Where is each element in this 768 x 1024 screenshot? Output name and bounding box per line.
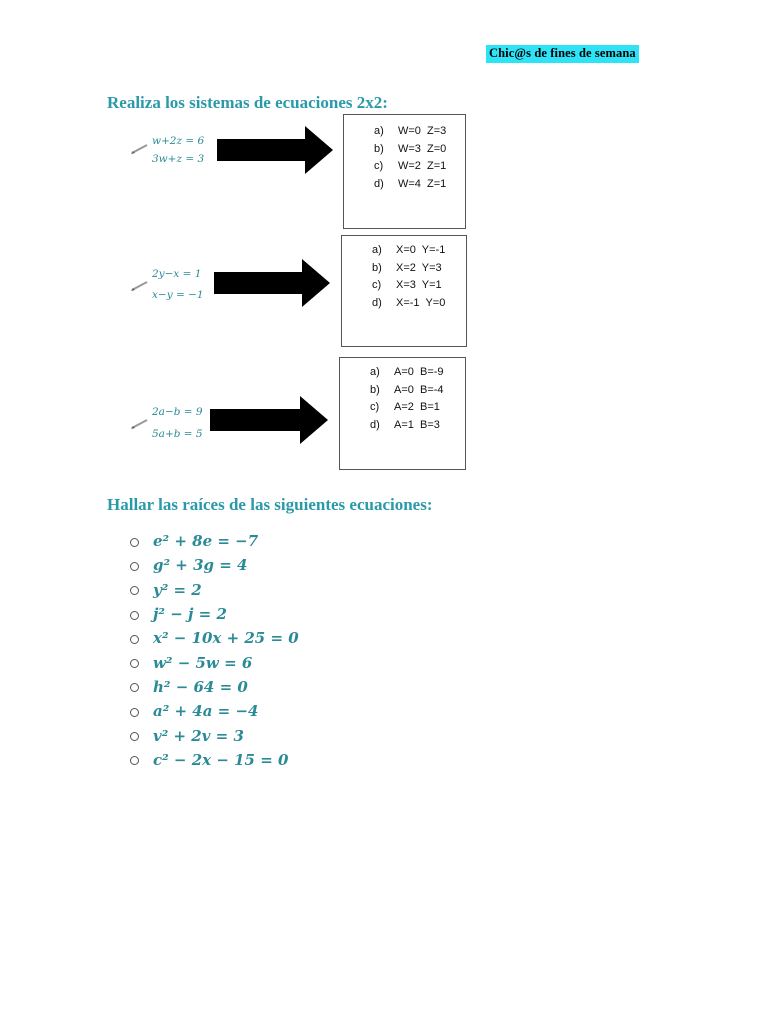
answer-option: c) W=2 Z=1 <box>374 160 447 172</box>
circle-bullet-icon <box>130 562 139 571</box>
system-equation-2: x−y = −1 <box>152 289 204 301</box>
answer-option: d) A=1 B=3 <box>370 418 440 431</box>
right-arrow-icon <box>208 395 330 445</box>
answer-options-list <box>372 242 466 312</box>
pencil-icon <box>130 143 150 155</box>
answer-options-list <box>370 364 465 434</box>
equation-item: c² − 2x − 15 = 0 <box>130 748 299 772</box>
equation-item: w² − 5w = 6 <box>130 650 299 674</box>
circle-bullet-icon <box>130 586 139 595</box>
equation-item: h² − 64 = 0 <box>130 675 299 699</box>
answer-options-list <box>374 123 465 193</box>
answer-option: b) A=0 B=-4 <box>370 383 444 396</box>
answer-option: a) X=0 Y=-1 <box>372 244 446 256</box>
circle-bullet-icon <box>130 708 139 717</box>
circle-bullet-icon <box>130 611 139 620</box>
system-equation-1: 2a−b = 9 <box>152 406 203 418</box>
section-title-roots: Hallar las raíces de las siguientes ecuaciones: <box>107 495 433 514</box>
answer-option: a) A=0 B=-9 <box>370 366 444 378</box>
system-equation-1: w+2z = 6 <box>152 135 205 147</box>
pencil-icon <box>130 280 150 292</box>
answer-options-box <box>343 114 466 229</box>
answer-option: b) W=3 Z=0 <box>374 142 447 155</box>
right-arrow-icon <box>215 125 335 175</box>
answer-options-box <box>339 357 466 470</box>
header-label: Chic@s de fines de semana <box>486 45 639 63</box>
equation-item: g² + 3g = 4 <box>130 553 299 577</box>
equations-list <box>130 529 299 772</box>
answer-options-box <box>341 235 467 347</box>
circle-bullet-icon <box>130 635 139 644</box>
answer-option: c) A=2 B=1 <box>370 401 440 413</box>
circle-bullet-icon <box>130 659 139 668</box>
equation-item: y² = 2 <box>130 578 299 602</box>
answer-option: d) W=4 Z=1 <box>374 177 447 190</box>
equation-item: j² − j = 2 <box>130 602 299 626</box>
section-title-systems: Realiza los sistemas de ecuaciones 2x2: <box>107 93 388 112</box>
equation-item: v² + 2v = 3 <box>130 723 299 747</box>
system-equation-2: 3w+z = 3 <box>152 153 205 165</box>
answer-option: a) W=0 Z=3 <box>374 125 447 137</box>
circle-bullet-icon <box>130 732 139 741</box>
circle-bullet-icon <box>130 683 139 692</box>
right-arrow-icon <box>212 258 332 308</box>
answer-option: b) X=2 Y=3 <box>372 261 442 274</box>
system-equation-2: 5a+b = 5 <box>152 428 203 440</box>
answer-option: c) X=3 Y=1 <box>372 279 442 291</box>
equation-item: a² + 4a = −4 <box>130 699 299 723</box>
system-equation-1: 2y−x = 1 <box>152 268 202 280</box>
circle-bullet-icon <box>130 538 139 547</box>
answer-option: d) X=-1 Y=0 <box>372 296 446 309</box>
equation-item: e² + 8e = −7 <box>130 529 299 553</box>
circle-bullet-icon <box>130 756 139 765</box>
equation-item: x² − 10x + 25 = 0 <box>130 626 299 650</box>
pencil-icon <box>130 418 150 430</box>
